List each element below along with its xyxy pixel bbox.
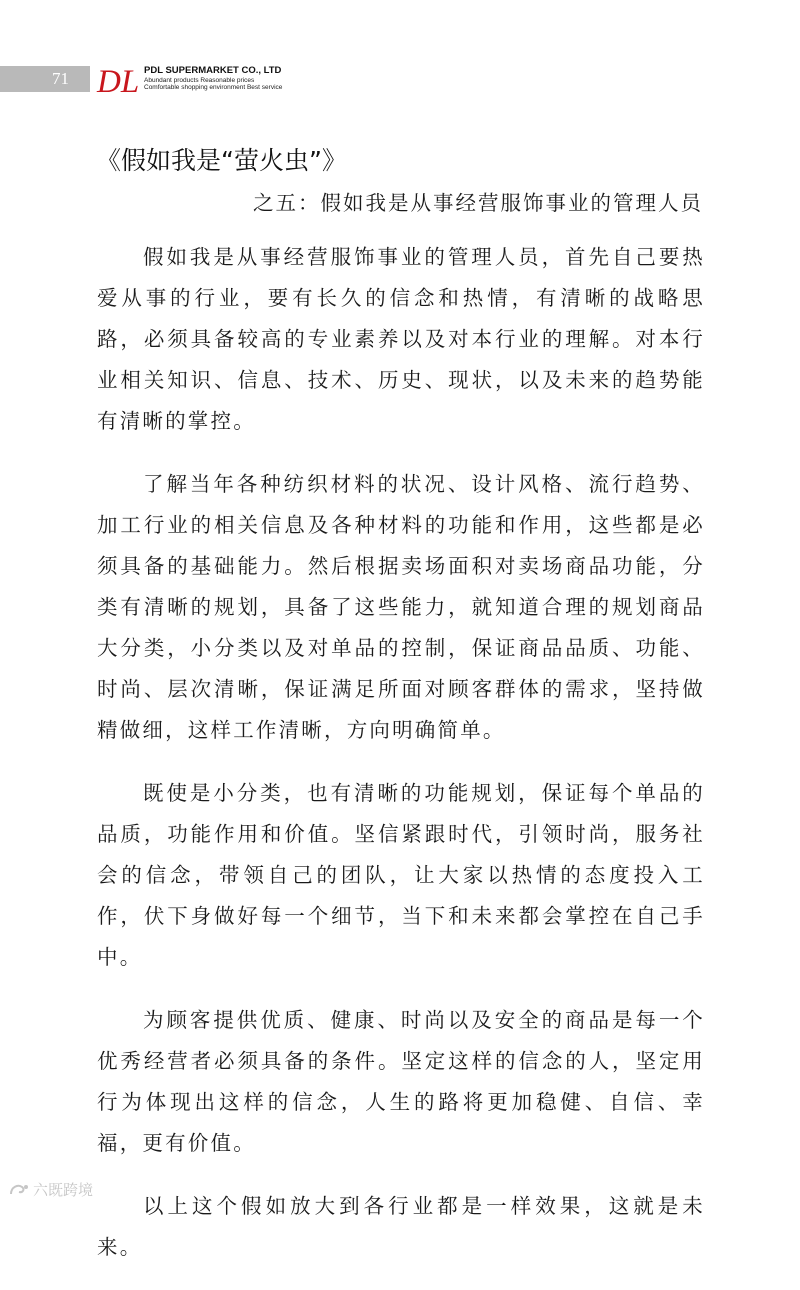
article-subtitle: 之五：假如我是从事经营服饰事业的管理人员 [253, 191, 703, 215]
article-title: 《假如我是“萤火虫”》 [96, 146, 347, 175]
article-body [97, 237, 705, 1290]
paragraph-1: 假如我是从事经营服饰事业的管理人员，首先自己要热爱从事的行业，要有长久的信念和热情，有清晰的战略思路，必须具备较高的专业素养以及对本行业的理解。对本行业相关知识、信息、技术、历史、现状，以及未来的趋势能有清晰的掌控。 [97, 245, 705, 433]
watermark [8, 1180, 93, 1200]
company-tagline-2: Comfortable shopping environment Best service [144, 84, 283, 91]
watermark-text: 六既跨境 [33, 1181, 94, 1199]
paragraph-5: 以上这个假如放大到各行业都是一样效果，这就是未来。 [97, 1194, 705, 1259]
paragraph-3: 既使是小分类，也有清晰的功能规划，保证每个单品的品质，功能作用和价值。坚信紧跟时代，引领时尚，服务社会的信念，带领自己的团队，让大家以热情的态度投入工作，伏下身做好每一个细节，当下和未来都会掌控在自己手中。 [97, 781, 705, 969]
company-logo [96, 62, 283, 96]
logo-letters: DL [97, 64, 140, 96]
paragraph-4: 为顾客提供优质、健康、时尚以及安全的商品是每一个优秀经营者必须具备的条件。坚定这样的信念的人，坚定用行为体现出这样的信念，人生的路将更加稳健、自信、幸福，更有价值。 [97, 1008, 705, 1155]
company-tagline-1: Abundant products Reasonable prices [144, 77, 255, 84]
pdl-logo-mark [96, 62, 142, 96]
paragraph-2: 了解当年各种纺织材料的状况、设计风格、流行趋势、加工行业的相关信息及各种材料的功能和作用，这些都是必须具备的基础能力。然后根据卖场面积对卖场商品功能，分类有清晰的规划，具备了这些能力，就知道合理的规划商品大分类，小分类以及对单品的控制，保证商品品质、功能、时尚、层次清晰，保证满足所面对顾客群体的需求，坚持做精做细，这样工作清晰，方向明确简单。 [97, 472, 705, 742]
brand-swirl-icon [8, 1182, 30, 1198]
page-number: 71 [52, 69, 69, 88]
company-name: PDL SUPERMARKET CO., LTD [144, 65, 282, 76]
